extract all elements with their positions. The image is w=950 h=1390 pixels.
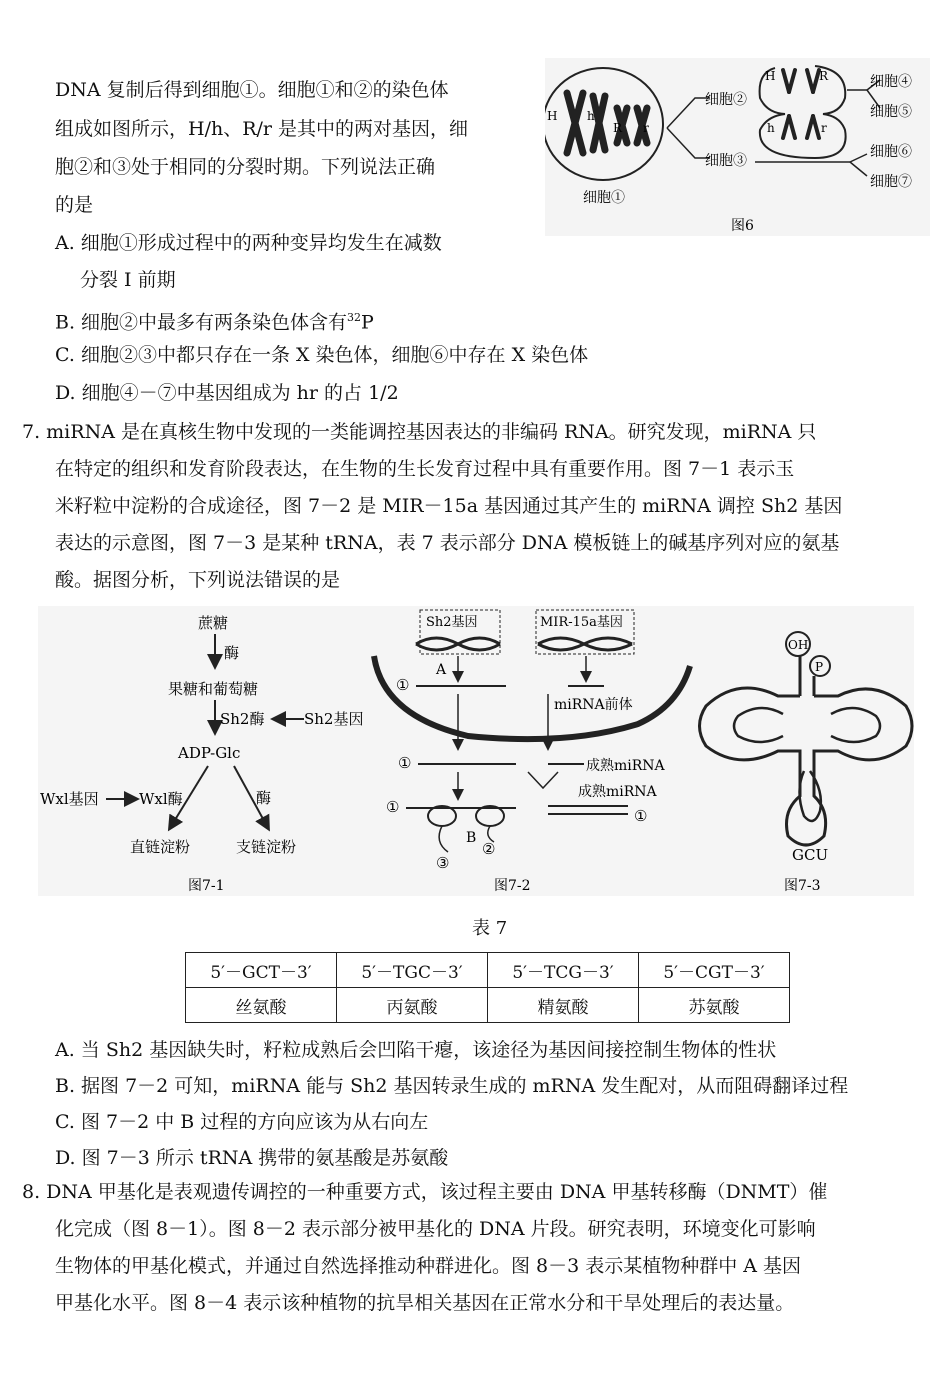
table-7	[185, 952, 790, 1023]
q8-stem-line-3: 生物体的甲基化模式，并通过自然选择推动种群进化。图 8－3 表示某植物种群中 A 基因	[55, 1255, 802, 1277]
fig72-mir-gene: MIR-15a基因	[540, 615, 623, 630]
cell1-gene-R: R	[613, 121, 623, 135]
fig72-mature-2: 成熟miRNA	[578, 784, 657, 800]
cell2-gene-H: H	[765, 69, 776, 83]
figure-6	[545, 58, 930, 238]
table7-header-2: 5′－TGC－3′	[337, 953, 488, 988]
q7-stem-line-5: 酸。据图分析，下列说法错误的是	[55, 569, 341, 591]
figure-6-caption: 图6	[731, 218, 754, 234]
q6-option-a-line2: 分裂 I 前期	[80, 269, 176, 291]
cell2-label: 细胞②	[705, 92, 747, 108]
table7-header-row	[186, 953, 790, 988]
table7-value-2: 丙氨酸	[337, 988, 488, 1023]
fig72-c1-low: ①	[386, 798, 400, 816]
table7-header-4: 5′－CGT－3′	[639, 953, 790, 988]
fig73-caption: 图7-3	[784, 878, 821, 894]
q6-option-c: C. 细胞②③中都只存在一条 X 染色体，细胞⑥中存在 X 染色体	[55, 344, 589, 366]
cell3-label: 细胞③	[705, 153, 747, 169]
q6-option-a-line1: A. 细胞①形成过程中的两种变异均发生在减数	[55, 232, 442, 254]
fig71-amylose: 直链淀粉	[130, 838, 191, 856]
fig72-sh2-gene: Sh2基因	[426, 615, 478, 630]
fig71-sh2-enzyme: Sh2酶	[220, 710, 265, 728]
fig72-c3: ③	[436, 854, 450, 872]
fig72-label-A: A	[436, 662, 447, 678]
fig72-precursor: miRNA前体	[554, 697, 633, 713]
fig71-wx-enzyme: Wxl酶	[139, 790, 183, 808]
table7-value-row	[186, 988, 790, 1023]
q8-stem-line-1: 8. DNA 甲基化是表观遗传调控的一种重要方式，该过程主要由 DNA 甲基转移酶（DNMT）催	[22, 1181, 828, 1203]
cell6-label: 细胞⑥	[870, 144, 912, 160]
q6-stem-line-3: 胞②和③处于相同的分裂时期。下列说法正确	[55, 156, 436, 178]
cell1-label: 细胞①	[583, 190, 625, 206]
q8-stem-line-4: 甲基化水平。图 8－4 表示该种植物的抗旱相关基因在正常水分和干旱处理后的表达量。	[55, 1292, 795, 1314]
table7-title: 表 7	[472, 918, 508, 939]
q7-stem-line-3: 米籽粒中淀粉的合成途径，图 7－2 是 MIR－15a 基因通过其产生的 miRNA 调控 Sh2 基因	[55, 495, 843, 517]
q6-stem-line-2: 组成如图所示，H/h、R/r 是其中的两对基因，细	[55, 118, 469, 140]
q6-stem-line-1: DNA 复制后得到细胞①。细胞①和②的染色体	[55, 79, 449, 101]
q7-option-a: A. 当 Sh2 基因缺失时，籽粒成熟后会凹陷干瘪，该途径为基因间接控制生物体的性状	[55, 1039, 777, 1061]
fig71-caption: 图7-1	[188, 878, 225, 894]
q7-stem-line-1: 7. miRNA 是在真核生物中发现的一类能调控基因表达的非编码 RNA。研究发现，miRNA 只	[22, 421, 817, 443]
fig73-p: P	[815, 660, 824, 674]
table7-value-3: 精氨酸	[488, 988, 639, 1023]
table7-header-3: 5′－TCG－3′	[488, 953, 639, 988]
table7-header-1: 5′－GCT－3′	[186, 953, 337, 988]
q8-stem-line-2: 化完成（图 8－1）。图 8－2 表示部分被甲基化的 DNA 片段。研究表明，环境变化可影响	[55, 1218, 816, 1240]
fig73-anticodon: GCU	[792, 846, 829, 864]
q7-stem-line-4: 表达的示意图，图 7－3 是某种 tRNA，表 7 表示部分 DNA 模板链上的碱基序列对应的氨基	[55, 532, 840, 554]
fig72-label-B: B	[466, 830, 477, 846]
q7-option-d: D. 图 7－3 所示 tRNA 携带的氨基酸是苏氨酸	[55, 1147, 449, 1169]
cell7-label: 细胞⑦	[870, 174, 912, 190]
fig72-mature-1: 成熟miRNA	[586, 758, 665, 774]
fig73-oh: OH	[788, 638, 809, 652]
q6-option-b-text: B. 细胞②中最多有两条染色体含有	[55, 311, 348, 334]
fig71-adp: ADP-Glc	[178, 744, 241, 762]
cell1-gene-h: h	[587, 109, 595, 123]
cell4-label: 细胞④	[870, 74, 912, 90]
fig71-amylopectin: 支链淀粉	[236, 838, 297, 856]
q6-option-b-end: P	[361, 311, 374, 334]
q6-option-d: D. 细胞④－⑦中基因组成为 hr 的占 1/2	[55, 382, 399, 404]
q6-option-b	[55, 306, 374, 334]
table7-value-4: 苏氨酸	[639, 988, 790, 1023]
table7-value-1: 丝氨酸	[186, 988, 337, 1023]
fig71-sh2-gene: Sh2基因	[304, 710, 364, 728]
fig71-fructose: 果糖和葡萄糖	[168, 680, 259, 698]
fig72-c2: ②	[482, 840, 496, 858]
cell1-gene-r: r	[643, 121, 649, 135]
q7-option-c: C. 图 7－2 中 B 过程的方向应该为从右向左	[55, 1111, 429, 1133]
fig71-enzyme2: 酶	[256, 789, 272, 807]
cell2-gene-R: R	[819, 69, 829, 83]
q7-option-b: B. 据图 7－2 可知，miRNA 能与 Sh2 基因转录生成的 mRNA 发生配对，从而阻碍翻译过程	[55, 1075, 849, 1097]
fig72-c1-mid: ①	[398, 754, 412, 772]
fig71-wx-gene: Wxl基因	[40, 790, 99, 808]
q7-stem-line-2: 在特定的组织和发育阶段表达，在生物的生长发育过程中具有重要作用。图 7－1 表示玉	[55, 458, 795, 480]
cell5-label: 细胞⑤	[870, 104, 912, 120]
fig72-c1-right: ①	[634, 807, 648, 825]
cell2-gene-r: r	[821, 121, 827, 135]
cell2-gene-h: h	[767, 121, 775, 135]
fig71-sucrose: 蔗糖	[198, 614, 229, 632]
fig72-c1-top: ①	[396, 676, 410, 694]
figure-7	[38, 606, 914, 896]
cell1-gene-H: H	[547, 109, 558, 123]
fig71-enzyme: 酶	[224, 644, 240, 662]
q6-option-b-sup: 32	[347, 311, 362, 324]
fig72-caption: 图7-2	[494, 878, 531, 894]
q6-stem-line-4: 的是	[55, 194, 94, 216]
